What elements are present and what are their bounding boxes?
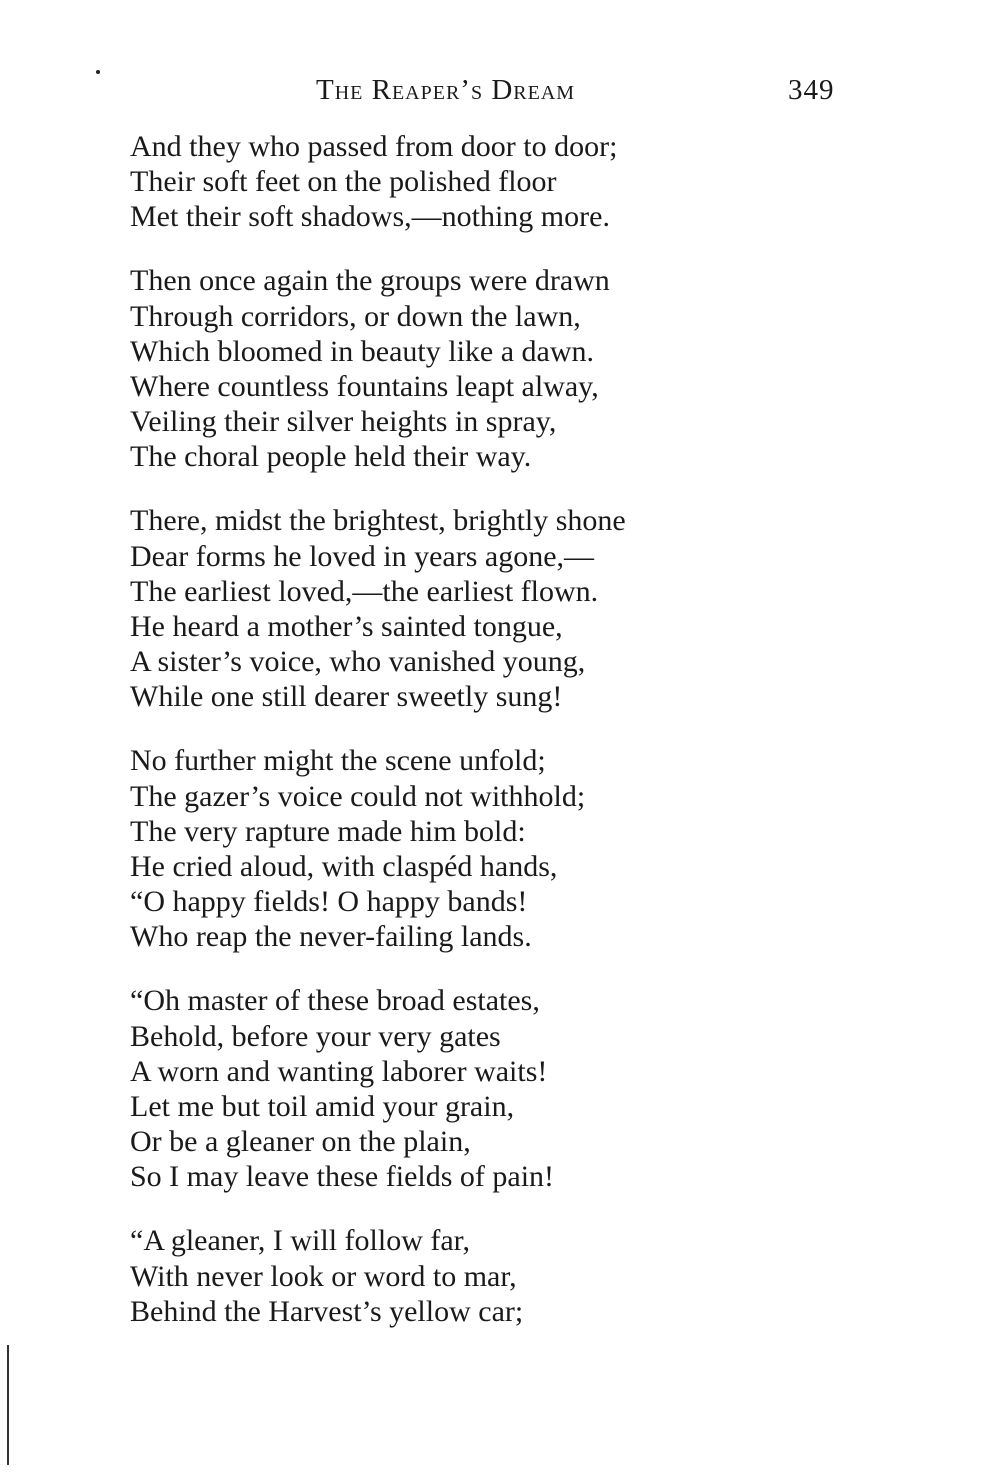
- poem-line: Veiling their silver heights in spray,: [130, 405, 557, 439]
- poem-line: The gazer’s voice could not withhold;: [130, 779, 586, 813]
- stanza-3: [130, 503, 830, 714]
- poem-line: Then once again the groups were drawn: [130, 264, 610, 298]
- poem-line: Or be a gleaner on the plain,: [130, 1125, 471, 1159]
- poem-line: Dear forms he loved in years agone,—: [130, 539, 595, 573]
- poem-line: Through corridors, or down the lawn,: [130, 299, 581, 333]
- stanza-6: [130, 1223, 830, 1329]
- poem-line: Their soft feet on the polished floor: [130, 165, 557, 199]
- poem-line: “O happy fields! O happy bands!: [130, 885, 528, 919]
- poem-line: Behind the Harvest’s yellow car;: [130, 1294, 524, 1328]
- poem-line: Met their soft shadows,—nothing more.: [130, 200, 610, 234]
- page-header: [0, 74, 1000, 114]
- running-title: The Reaper’s Dream: [316, 74, 576, 106]
- poem-line: Where countless fountains leapt alway,: [130, 370, 599, 404]
- poem-line: A worn and wanting laborer waits!: [130, 1054, 548, 1088]
- poem-line: Who reap the never-failing lands.: [130, 920, 532, 954]
- poem-line: A sister’s voice, who vanished young,: [130, 645, 586, 679]
- poem-line: Behold, before your very gates: [130, 1019, 501, 1053]
- poem-line: The very rapture made him bold:: [130, 814, 526, 848]
- stanza-5: [130, 983, 830, 1194]
- poem-line: With never look or word to mar,: [130, 1259, 517, 1293]
- page-number: 349: [788, 74, 835, 106]
- poem-line: There, midst the brightest, brightly shone: [130, 504, 626, 538]
- poem-line: He cried aloud, with claspéd hands,: [130, 850, 558, 884]
- poem-line: He heard a mother’s sainted tongue,: [130, 610, 563, 644]
- poem-line: While one still dearer sweetly sung!: [130, 680, 563, 714]
- poem-line: “Oh master of these broad estates,: [130, 984, 540, 1018]
- stanza-2: [130, 263, 830, 474]
- stanza-4: [130, 743, 830, 954]
- scan-edge-line: [7, 1345, 9, 1465]
- poem-line: So I may leave these fields of pain!: [130, 1160, 555, 1194]
- poem-line: The earliest loved,—the earliest flown.: [130, 574, 599, 608]
- poem-line: No further might the scene unfold;: [130, 744, 546, 778]
- poem-line: The choral people held their way.: [130, 440, 532, 474]
- stanza-1: [130, 129, 830, 235]
- poem-line: “A gleaner, I will follow far,: [130, 1224, 470, 1258]
- poem-body: [130, 129, 830, 1358]
- poem-line: Which bloomed in beauty like a dawn.: [130, 334, 595, 368]
- poem-line: And they who passed from door to door;: [130, 130, 618, 163]
- poem-line: Let me but toil amid your grain,: [130, 1090, 515, 1124]
